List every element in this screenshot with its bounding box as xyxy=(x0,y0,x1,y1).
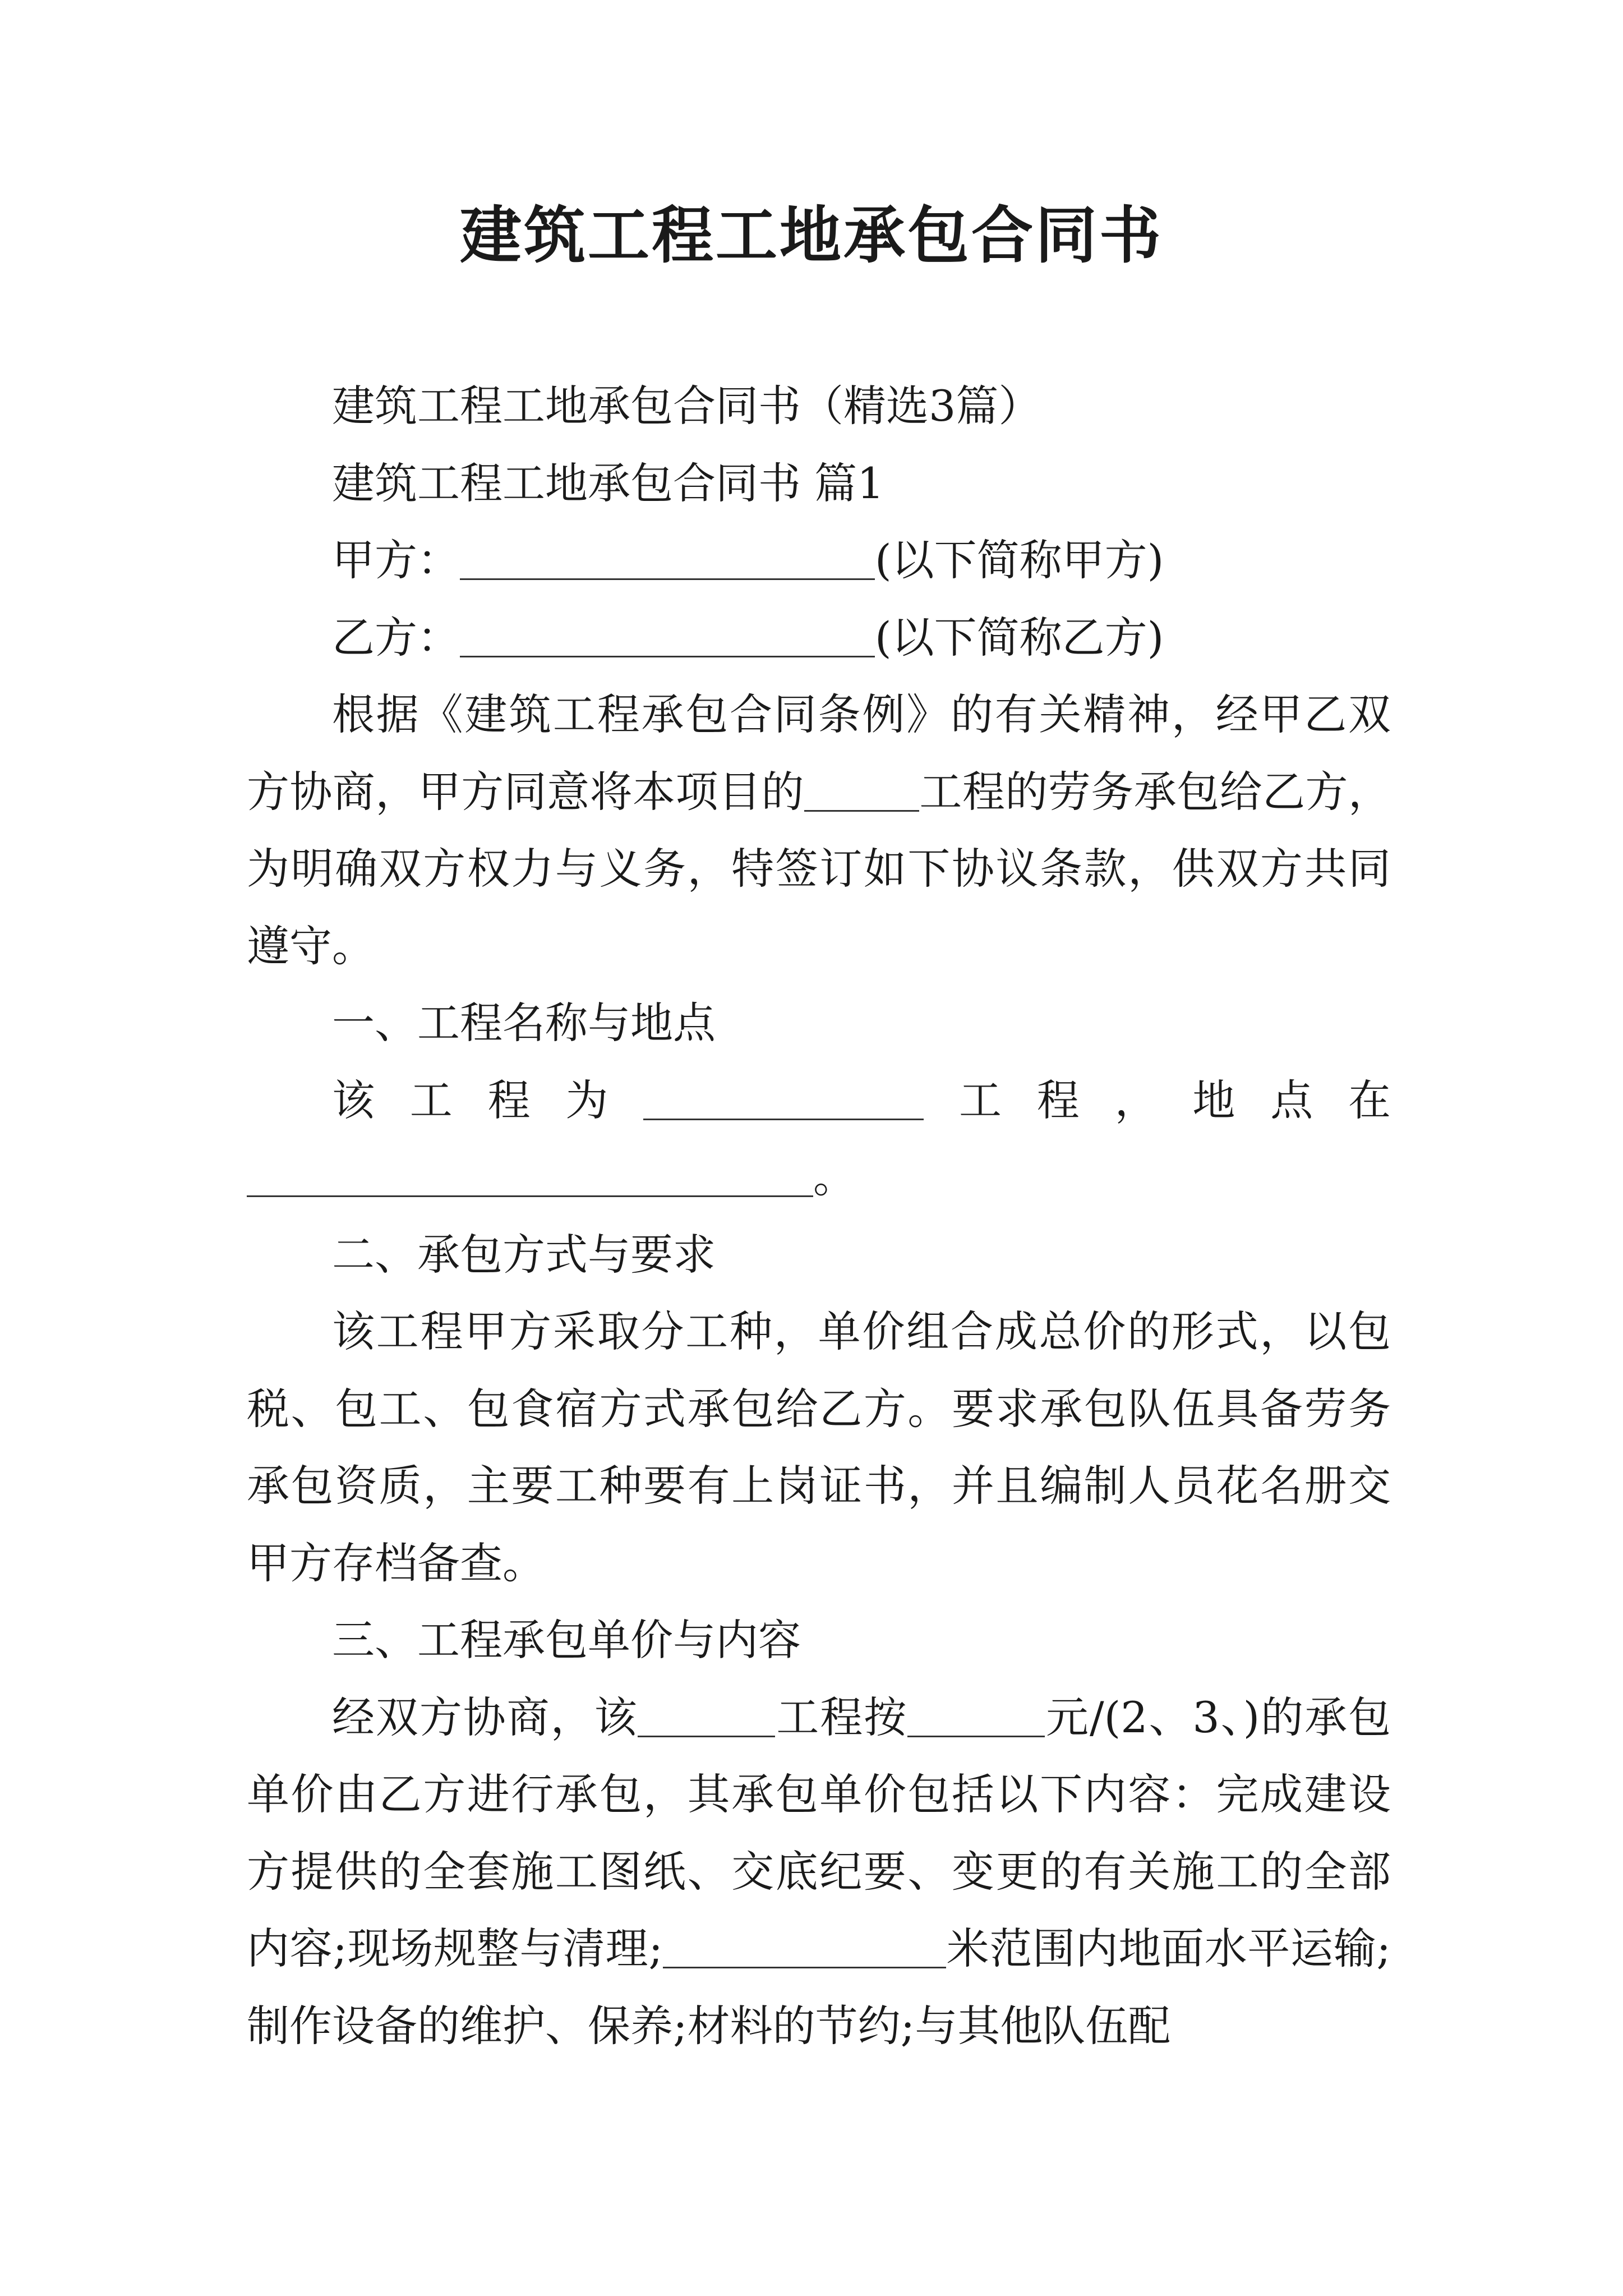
heading-contract-method: 二、承包方式与要求 xyxy=(332,1229,716,1280)
section-label: 建筑工程工地承包合同书 篇1 xyxy=(332,458,884,508)
document-body xyxy=(247,367,1391,2064)
party-a-line xyxy=(247,522,1391,599)
party-a-blank xyxy=(460,540,875,580)
intro-text-1: 根据《建筑工程承包合同条例》的有关精神，经甲乙双方协商，甲方同意将本项目的 xyxy=(247,689,1391,817)
price-text-2: 工程按 xyxy=(775,1692,908,1742)
party-b-line xyxy=(247,599,1391,677)
document-title: 建筑工程工地承包合同书 xyxy=(460,200,1163,272)
heading-unit-price: 三、工程承包单价与内容 xyxy=(332,1615,801,1665)
unit-price-paragraph xyxy=(247,1679,1391,2065)
contract-method-paragraph: 该工程甲方采取分工种，单价组合成总价的形式，以包税、包工、包食宿方式承包给乙方。要求承包队伍具备劳务承包资质，主要工种要有上岗证书，并且编制人员花名册交甲方存档备查。 xyxy=(247,1306,1391,1588)
party-a-label: 甲方： xyxy=(332,535,460,585)
party-b-blank xyxy=(460,617,875,657)
party-b-label: 乙方： xyxy=(332,612,460,662)
range-blank xyxy=(663,1929,946,1968)
location-blank xyxy=(247,1157,813,1197)
project-name-blank xyxy=(643,1080,924,1120)
project-location-line xyxy=(247,1062,1391,1139)
price-text-3: 元/(2、3、)的承包单价由乙方进行承包，其承包单价包括以下内容：完成建设方提供的全套施工图纸、交底纪要、变更的有关施工的全部内容;现场规整与清理; xyxy=(247,1692,1391,1973)
project-blank xyxy=(804,771,919,811)
project-end: 。 xyxy=(813,1152,856,1202)
intro-paragraph xyxy=(247,676,1391,984)
project-prefix: 该工程为 xyxy=(332,1075,644,1125)
intro-text-2: 工程的劳务承包给乙方，为明确双方权力与义务，特签订如下协议条款，供双方共同遵守。 xyxy=(247,766,1391,971)
project-middle: 工程，地点在 xyxy=(924,1075,1391,1125)
subtitle: 建筑工程工地承包合同书（精选3篇） xyxy=(332,381,1041,431)
heading-project-name: 一、工程名称与地点 xyxy=(332,998,716,1048)
price-text-1: 经双方协商，该 xyxy=(332,1692,638,1742)
party-b-suffix: (以下简称乙方) xyxy=(875,612,1164,662)
party-a-suffix: (以下简称甲方) xyxy=(875,535,1164,585)
price-text-4: 米范围内地面水平运输;制作设备的维护、保养;材料的节约;与其他队伍配 xyxy=(247,1924,1391,2051)
project-location-line-2 xyxy=(247,1139,1391,1216)
work-type-blank xyxy=(638,1697,775,1737)
unit-price-blank xyxy=(907,1697,1045,1737)
